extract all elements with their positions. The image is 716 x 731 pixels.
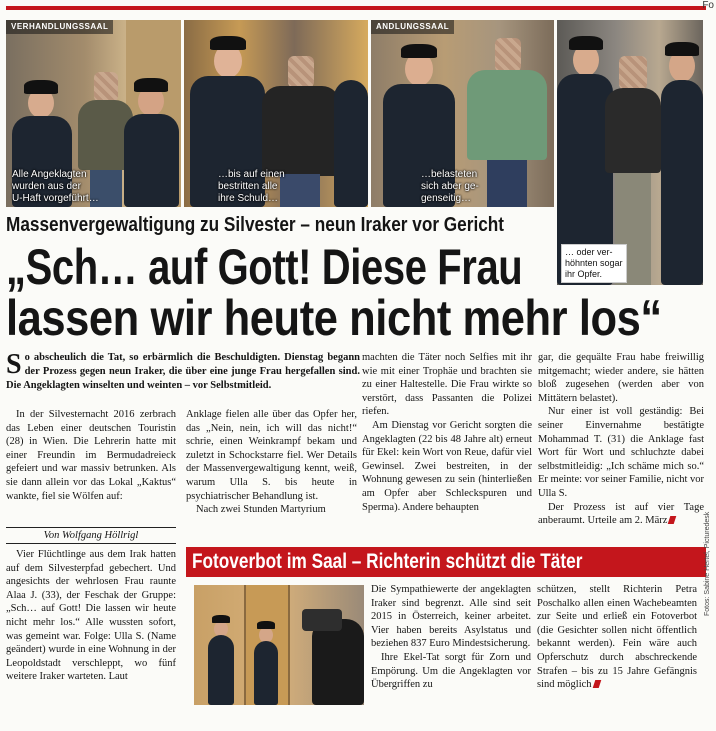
article-paragraph: In der Silvesternacht 2016 zerbrach das Leben einer deutschen Touristin (28) in Wien. Die Lehrerin hatte mit einer Freundin im Bermudadreieck gefeiert und war massiv betrunken. Als sie dann allein vor das Lokal „Kaktus“ wankte, fiel sie Wölfen auf: (6, 409, 176, 502)
article-column-4 (538, 351, 704, 528)
article-column-2 (186, 408, 357, 517)
author-byline: Von Wolfgang Höllrigl (6, 527, 176, 544)
end-mark (668, 516, 677, 524)
photo-defendant-handcuffed (371, 20, 554, 207)
photo-caption-4: … oder ver- höhnten sogar ihr Opfer. (561, 244, 627, 283)
photo-courtroom-entry (6, 20, 181, 207)
photo-room-label: ANDLUNGSSAAL (371, 20, 454, 34)
page-edge-text: Fo (702, 0, 714, 11)
lead-text: o abscheulich die Tat, so erbärmlich die Beschuldigten. Dienstag begann der Prozess gegen neun Iraker, die über eine junge Frau hergefallen sind. Die Angeklagten winselten und weinten – vor Selbstmitleid. (6, 352, 360, 391)
box-paragraph: schützen, stellt Richterin Petra Poschalko allen einen Wachebeamten zur Seite und erließ ein Fotoverbot (die Gesichter sollen nicht öffentlich bekannt werden). Fein wäre auch Opferschutz durch abschreckende Strafen – bis zu 15 Jahre Gefängnis sind möglich (537, 584, 697, 691)
headline-line-1: „Sch… auf Gott! Diese Frau (6, 239, 523, 295)
box-headline: Fotoverbot im Saal – Richterin schützt die Täter (186, 547, 706, 577)
photo-room-label: VERHANDLUNGSSAAL (6, 20, 113, 34)
article-paragraph: Vier Flüchtlinge aus dem Irak hatten auf dem Silvesterpfad gebechert. Und angesichts der wehrlosen Frau raunte Alaa J. (33), der Feschak der Gruppe: „Sch… auf Gott! Die lassen wir heute nicht mehr los.“ Alle wussten sofort, was gemeint war. Folge: Ulla S. (Name geändert) wurde in eine Wohnung in der Leopoldstadt verschleppt, wo fünf weitere Iraker warteten. Laut (6, 549, 176, 683)
headline-kicker: Massenvergewaltigung zu Silvester – neun Iraker vor Gericht (6, 214, 505, 236)
box-column-2 (537, 583, 697, 692)
photo-caption-3: …belasteten sich aber ge- genseitig… (421, 169, 479, 204)
article-column-1 (6, 408, 176, 503)
article-paragraph: Der Prozess ist auf vier Tage anberaumt. Urteile am 2. März (538, 501, 704, 527)
photo-caption-1: Alle Angeklagten wurden aus der U-Haft vorgeführt… (12, 169, 99, 204)
article-paragraph: Am Dienstag vor Gericht sorgten die Angeklagten (22 bis 48 Jahre alt) erneut für Ekel: kein Wort von Reue, dafür viel Gewinsel. Zwei bestreiten, in der Wohnung gewesen zu sein (hinterließen am Opfer aber Schleckspuren und Sperma). Andere behaupten (362, 419, 532, 513)
article-column-3 (362, 351, 532, 514)
box-paragraph: Die Sympathiewerte der angeklagten Iraker sind begrenzt. Alle sind seit 2015 in Österreich, keiner arbeitet. Vier haben bereits Asylstatus und beziehen 837 Euro Mindestsicherung. (371, 584, 531, 650)
dropcap: S (6, 349, 22, 380)
article-paragraph: machten die Täter noch Selfies mit ihr wie mit einer Trophäe und brachten sie zu einer Haltestelle. Die Frau wirkte so verstört, dass Passanten die Polizei riefen. (362, 352, 532, 418)
photo-defendant-escorted (184, 20, 368, 207)
photo-credit: Fotos: Sabine Hertel, Picturedesk (704, 511, 711, 616)
end-mark (592, 680, 601, 688)
lead-paragraph (6, 351, 360, 393)
top-rule (6, 6, 706, 10)
box-column-1 (371, 583, 531, 692)
article-paragraph: gar, die gequälte Frau habe freiwillig mitgemacht; wieder andere, sie hätten bloß zugesehen (werden aber von Mittätern belastet). (538, 352, 704, 404)
photo-defendant-hiding (557, 20, 703, 285)
headline-line-2: lassen wir heute nicht mehr los“ (6, 290, 662, 346)
article-column-1-continued (6, 548, 176, 684)
article-paragraph: Nach zwei Stunden Martyrium (196, 504, 326, 516)
article-paragraph: Nur einer ist voll geständig: Bei seiner Einvernahme bestätigte Mohammad T. (31) die Anklage fast Wort für Wort und schluchzte dabei selbstmitleidig: „Ich schäme mich so.“ Er meinte: vor seiner Familie, nicht vor Ulla S. (538, 406, 704, 499)
article-paragraph: Anklage fielen alle über das Opfer her, das „Nein, nein, ich will das nicht!“ schrie, einen Weinkrampf bekam und zuletzt in Schockstarre fiel. Wer Details der Massenvergewaltigung kennt, weiß, warum Ulla S. bis heute in psychiatrischer Behandlung ist. (186, 409, 357, 502)
photo-caption-2: …bis auf einen bestritten alle ihre Schuld… (218, 169, 285, 204)
box-paragraph: Ihre Ekel-Tat sorgt für Zorn und Empörung. Um die Angeklagten vor Übergriffen zu (371, 651, 531, 691)
photo-courtroom-cameras (194, 585, 364, 705)
